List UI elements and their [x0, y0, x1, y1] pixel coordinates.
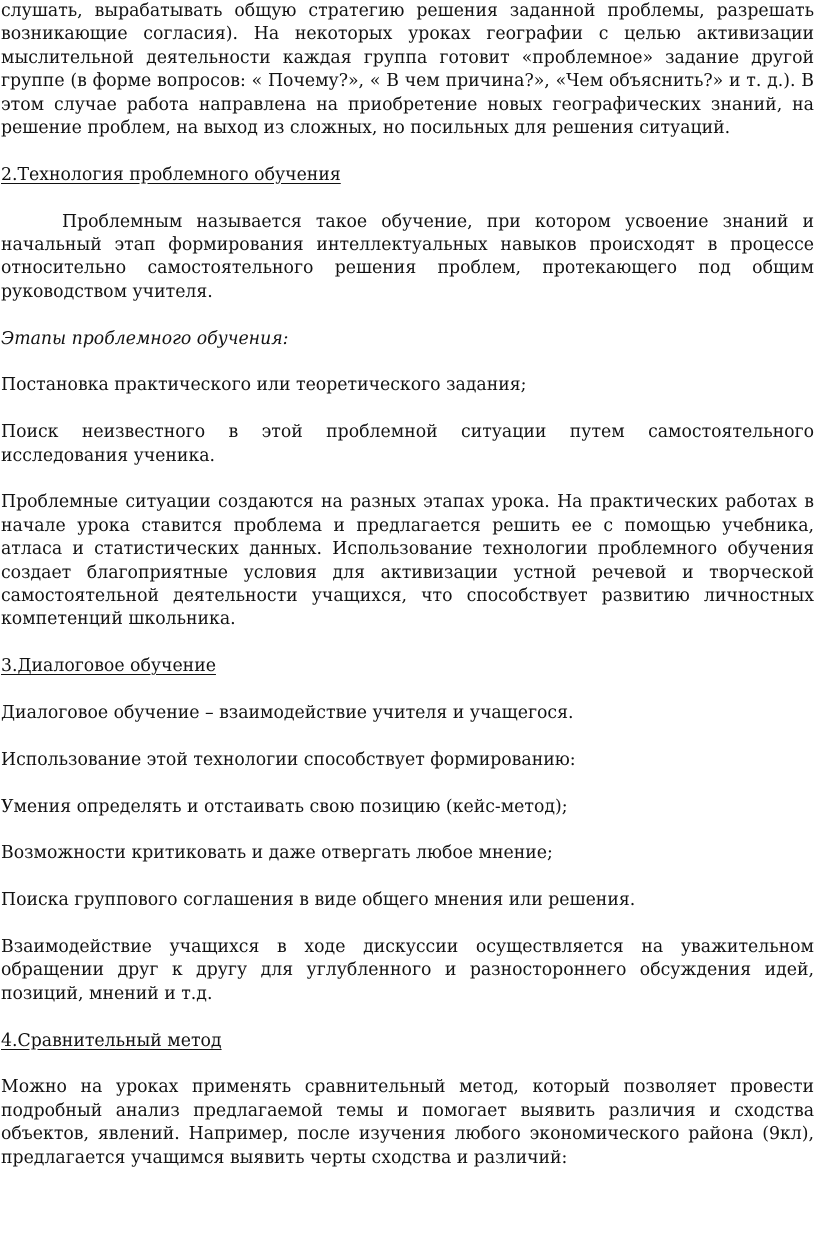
section2-situations-paragraph: Проблемные ситуации создаются на разных этапах урока. На практических работах в начале урока ставится проблема и предлагается решить ее с помощью учебника, атласа и статистических данных. Использование технологии проблемного обучения создает благоприятные условия для активизации устной речевой и творческой самостоятельной деятельности учащихся, что способствует развитию личностных компетенций школьника. [1, 492, 814, 630]
section3-heading [1, 655, 814, 678]
section2-definition-paragraph: Проблемным называется такое обучение, при котором усвоение знаний и начальный этап формирования интеллектуальных навыков происходят в процессе относительно самостоятельного решения проблем, протекающего под общим руководством учителя. [1, 211, 814, 302]
section2-heading-text: 2.Технология проблемного обучения [1, 164, 341, 185]
section3-usage-paragraph: Использование этой технологии способствует формированию: [1, 749, 576, 770]
section2-stage2-paragraph: Поиск неизвестного в этой проблемной ситуации путем самостоятельного исследования ученика. [1, 422, 814, 466]
section4-heading-text: 4.Сравнительный метод [1, 1030, 222, 1051]
section2-stages-title: Этапы проблемного обучения: [1, 328, 289, 349]
section3-heading-text: 3.Диалоговое обучение [1, 656, 216, 677]
section3-definition-paragraph: Диалоговое обучение – взаимодействие учителя и учащегося. [1, 703, 574, 724]
intro-continuation-paragraph: слушать, вырабатывать общую стратегию решения заданной проблемы, разрешать возникающие согласия). На некоторых уроках географии с целью активизации мыслительной деятельности каждая группа готовит «проблемное» задание другой группе (в форме вопросов: « Почему?», « В чем причина?», «Чем объяснить?» и т. д.). В этом случае работа направлена на приобретение новых географических знаний, на решение проблем, на выход из сложных, но посильных для решения ситуаций. [1, 1, 814, 139]
section4-heading [1, 1030, 814, 1053]
section3-item1-paragraph: Умения определять и отстаивать свою позицию (кейс-метод); [1, 796, 568, 817]
section3-item3-paragraph: Поиска группового соглашения в виде общего мнения или решения. [1, 890, 636, 911]
section3-interaction-paragraph: Взаимодействие учащихся в ходе дискуссии осуществляется на уважительном обращении друг к другу для углубленного и разностороннего обсуждения идей, позиций, мнений и т.д. [1, 937, 814, 1004]
section2-heading [1, 164, 814, 187]
section4-text-paragraph: Можно на уроках применять сравнительный метод, который позволяет провести подробный анализ предлагаемой темы и помогает выявить различия и сходства объектов, явлений. Например, после изучения любого экономического района (9кл), предлагается учащимся выявить черты сходства и различий: [1, 1077, 814, 1168]
section3-item2-paragraph: Возможности критиковать и даже отвергать любое мнение; [1, 843, 553, 864]
section2-stage1-paragraph: Постановка практического или теоретического задания; [1, 375, 527, 396]
